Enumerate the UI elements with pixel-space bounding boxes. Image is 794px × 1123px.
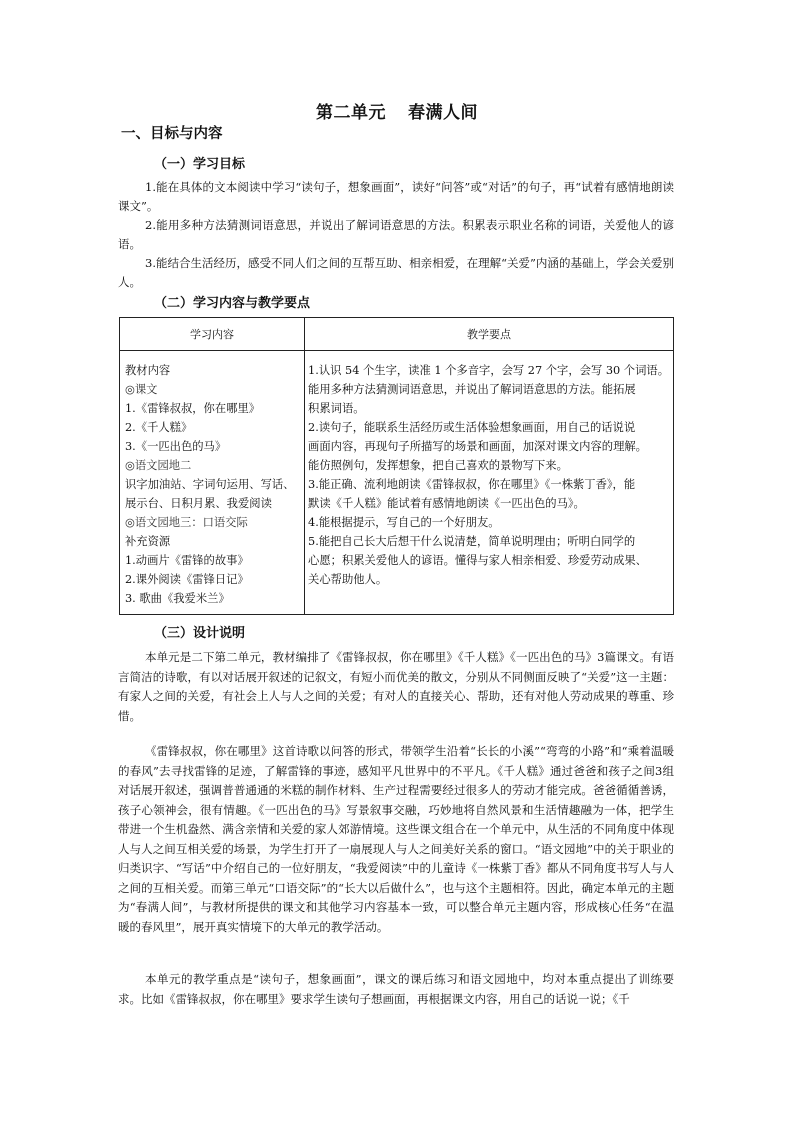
goal-3: 3.能结合生活经历，感受不同人们之间的互帮互助、相亲相爱，在理解“关爱”内涵的基础上，学会关爱别人。 — [118, 256, 674, 289]
content-line: 1.动画片《雷锋的故事》 — [125, 554, 249, 567]
subheading-content-points: （二）学习内容与教学要点 — [154, 296, 311, 311]
point-line: 画面内容，再现句子所描写的场景和画面，加深对课文内容的理解。 — [308, 440, 647, 453]
point-line: 心愿；积累关爱他人的谚语。懂得与家人相亲相爱、珍爱劳动成果、 — [308, 554, 647, 567]
content-line: 3. 歌曲《我爱米兰》 — [125, 592, 230, 605]
content-line: ◎语文园地三：口语交际 — [125, 516, 248, 529]
section-heading-goals-content: 一、目标与内容 — [121, 126, 223, 142]
content-line: 2.《千人糕》 — [125, 421, 193, 434]
point-line: 能用多种方法猜测词语意思，并说出了解词语意思的方法。能拓展 — [308, 383, 636, 396]
design-paragraph-3: 本单元的教学重点是“读句子，想象画面”，课文的课后练习和语文园地中，均对本重点提出了训练要求。比如《雷锋叔叔，你在哪里》要求学生读句子想画面，再根据课文内容，用自己的话说一说；《千 — [118, 972, 674, 1006]
table-cell-points — [305, 351, 674, 615]
point-line: 4.能根据提示，写自己的一个好朋友。 — [308, 516, 500, 529]
table-cell-content — [120, 351, 305, 615]
table-header-points: 教学要点 — [305, 318, 674, 351]
content-table — [119, 317, 674, 615]
design-paragraph-2: 《雷锋叔叔，你在哪里》这首诗歌以问答的形式，带领学生沿着“长长的小溪”“弯弯的小路”和“乘着温暖的春风”去寻找雷锋的足迹，了解雷锋的事迹，感知平凡世界中的不平凡。《千人糕》通过爸爸和孩子之间3组对话展开叙述，强调普普通通的米糕的制作材料、生产过程需要经过很多人的劳动才能完成。爸爸循循善诱，孩子心领神会，很有情趣。《一匹出色的马》写景叙事交融，巧妙地将自然风景和生活情趣融为一体，把学生带进一个生机盎然、满含亲情和关爱的家人郊游情境。这些课文组合在一个单元中，从生活的不同角度中体现人与人之间互相关爱的场景，为学生打开了一扇展现人与人之间美好关系的窗口。“语文园地”中的关于职业的归类识字、“写话”中介绍自己的一位好朋友，“我爱阅读”中的儿童诗《一株紫丁香》都从不同角度书写人与人之间的互相关爱。而第三单元“口语交际”的“长大以后做什么”，也与这个主题相符。因此，确定本单元的主题为“春满人间”，与教材所提供的课文和其他学习内容基本一致，可以整合单元主题内容，形成核心任务“在温暖的春风里”，展开真实情境下的大单元的教学活动。 — [118, 744, 674, 934]
content-line: 1.《雷锋叔叔，你在哪里》 — [125, 402, 261, 415]
point-line: 积累词语。 — [308, 402, 365, 415]
design-paragraph-1: 本单元是二下第二单元，教材编排了《雷锋叔叔，你在哪里》《千人糕》《一匹出色的马》3篇课文。有语言简洁的诗歌，有以对话展开叙述的记叙文，有短小而优美的散文，分别从不同侧面反映了“关爱”这一主题：有家人之间的关爱，有社会上人与人之间的关爱；有对人的直接关心、帮助，还有对他人劳动成果的尊重、珍惜。 — [118, 650, 674, 723]
point-line: 2.读句子，能联系生活经历或生活体验想象画面，用自己的话说说 — [308, 421, 636, 434]
content-line: ◎课文 — [125, 383, 158, 396]
point-line: 5.能把自己长大后想干什么说清楚，简单说明理由；听明白同学的 — [308, 535, 636, 548]
point-line: 1.认识 54 个生字，读准 1 个多音字，会写 27 个字，会写 30 个词语。 — [308, 364, 669, 377]
point-line: 默读《千人糕》能试着有感情地朗读《一匹出色的马》。 — [308, 497, 585, 510]
point-line: 能仿照例句，发挥想象，把自己喜欢的景物写下来。 — [308, 459, 568, 472]
content-line: ◎语文园地二 — [125, 459, 192, 472]
content-line: 教材内容 — [125, 364, 171, 377]
content-line: 展示台、日积月累、我爱阅读 — [125, 497, 272, 510]
subheading-design-notes: （三）设计说明 — [154, 626, 246, 641]
goal-2: 2.能用多种方法猜测词语意思，并说出了解词语意思的方法。积累表示职业名称的词语，关爱他人的谚语。 — [118, 218, 674, 251]
title-unit: 第二单元 — [316, 103, 386, 123]
goal-1: 1.能在具体的文本阅读中学习“读句子，想象画面”，读好“问答”或“对话”的句子，再“试着有感情地朗读课文”。 — [118, 180, 674, 213]
table-header-row — [120, 318, 674, 351]
point-line: 3.能正确、流利地朗读《雷锋叔叔，你在哪里》《一株紫丁香》，能 — [308, 478, 636, 491]
content-line: 识字加油站、字词句运用、写话、 — [125, 478, 295, 491]
point-line: 关心帮助他人。 — [308, 573, 388, 586]
content-line: 2.课外阅读《雷锋日记》 — [125, 573, 249, 586]
content-line: 3.《一匹出色的马》 — [125, 440, 227, 453]
subheading-learning-goals: （一）学习目标 — [154, 157, 246, 172]
title-theme: 春满人间 — [408, 103, 478, 123]
content-line: 补充资源 — [125, 535, 171, 548]
table-body-row — [120, 351, 674, 615]
page-title — [0, 98, 794, 123]
table-header-content: 学习内容 — [120, 318, 305, 351]
